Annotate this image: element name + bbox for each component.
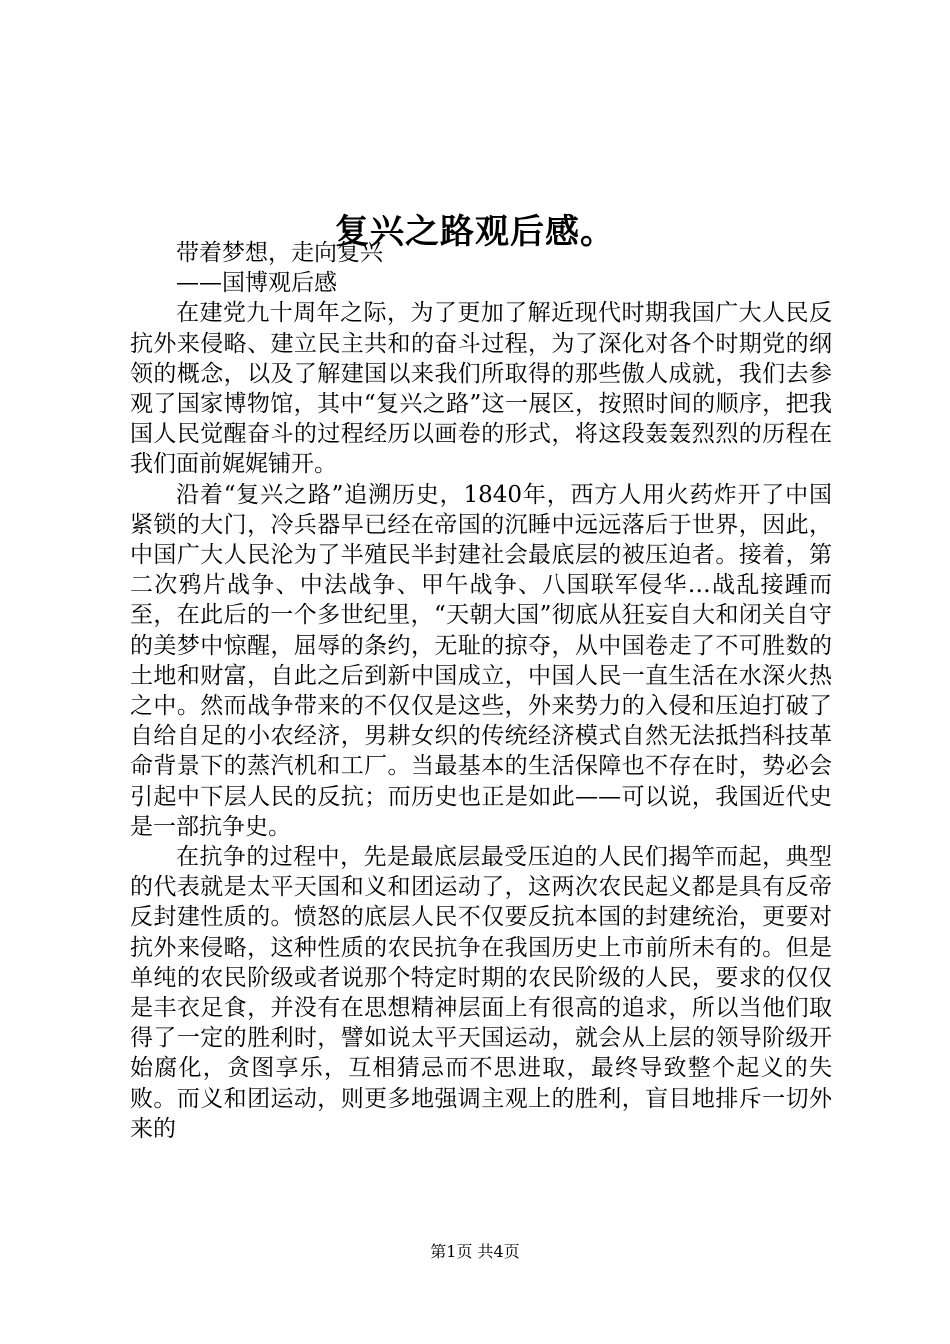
document-subtitle: 带着梦想，走向复兴 [176, 240, 383, 266]
body-paragraph-1: 在建党九十周年之际，为了更加了解近现代时期我国广大人民反抗外来侵略、建立民主共和的奋斗过程，为了深化对各个时期党的纲领的概念，以及了解建国以来我们所取得的那些傲人成就，我们去参观了国家博物馆，其中“复兴之路”这一展区，按照时间的顺序，把我国人民觉醒奋斗的过程经历以画卷的形式，将这段轰轰烈烈的历程在我们面前娓娓铺开。 [130, 300, 832, 478]
page-number-footer: 第1页 共4页 [430, 1242, 520, 1261]
document-byline: ——国博观后感 [176, 270, 337, 297]
document-body [130, 238, 832, 1144]
body-paragraph-2: 沿着“复兴之路”追溯历史，1840年，西方人用火药炸开了中国紧锁的大门，冷兵器早已经在帝国的沉睡中远远落后于世界，因此，中国广大人民沦为了半殖民半封建社会最底层的被压迫者。接着，第二次鸦片战争、中法战争、甲午战争、八国联军侵华…战乱接踵而至，在此后的一个多世纪里，“天朝大国”彻底从狂妄自大和闭关自守的美梦中惊醒，屈辱的条约，无耻的掠夺，从中国卷走了不可胜数的土地和财富，自此之后到新中国成立，中国人民一直生活在水深火热之中。然而战争带来的不仅仅是这些，外来势力的入侵和压迫打破了自给自足的小农经济，男耕女织的传统经济模式自然无法抵挡科技革命背景下的蒸汽机和工厂。当最基本的生活保障也不存在时，势必会引起中下层人民的反抗；而历史也正是如此——可以说，我国近代史是一部抗争史。 [130, 481, 832, 840]
body-paragraph-3: 在抗争的过程中，先是最底层最受压迫的人民们揭竿而起，典型的代表就是太平天国和义和团运动了，这两次农民起义都是具有反帝反封建性质的。愤怒的底层人民不仅要反抗本国的封建统治，更要对抗外来侵略，这种性质的农民抗争在我国历史上市前所未有的。但是单纯的农民阶级或者说那个特定时期的农民阶级的人民，要求的仅仅是丰衣足食，并没有在思想精神层面上有很高的追求，所以当他们取得了一定的胜利时，譬如说太平天国运动，就会从上层的领导阶级开始腐化，贪图享乐，互相猜忌而不思进取，最终导致整个起义的失败。而义和团运动，则更多地强调主观上的胜利，盲目地排斥一切外来的 [130, 844, 832, 1142]
document-title: 复兴之路观后感。 [335, 211, 615, 252]
